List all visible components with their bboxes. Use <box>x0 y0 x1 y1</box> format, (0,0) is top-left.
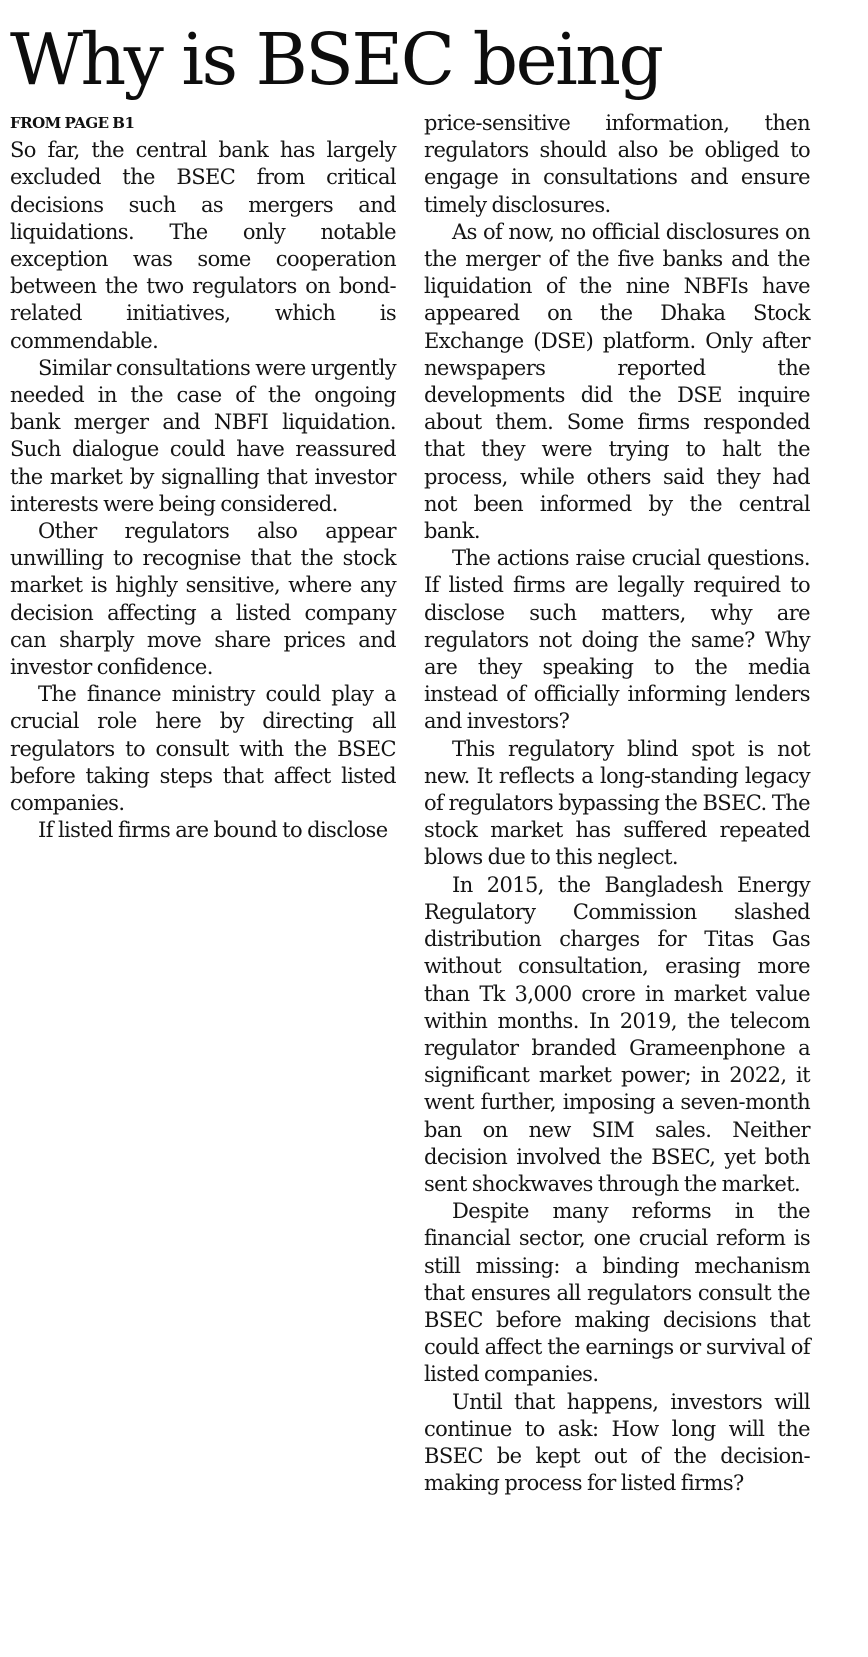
paragraph: price-sensitive information, then regulators should also be obliged to engage in consultations and ensure timely disclosures. <box>424 111 810 217</box>
paragraph: This regulatory blind spot is not new. It reflects a long-standing legacy of regulators bypassing the BSEC. The stock market has suffered repeated blows due to this neglect. <box>424 736 810 870</box>
paragraph: The actions raise crucial questions. If listed firms are legally required to disclose such matters, why are regulators not doing the same? Why are they speaking to the media instead of officially informing lenders and investors? <box>424 546 810 734</box>
paragraph: So far, the central bank has largely excluded the BSEC from critical decisions such as mergers and liquidations. The only notable exception was some cooperation between the two regulators on bond-related initiatives, which is commendable. <box>10 138 396 353</box>
paragraph: Until that happens, investors will continue to ask: How long will the BSEC be kept out of the decision-making process for listed firms? <box>424 1389 810 1496</box>
article-column-left <box>10 110 396 844</box>
paragraph: As of now, no official disclosures on the merger of the five banks and the liquidation of the nine NBFIs have appeared on the Dhaka Stock Exchange (DSE) platform. Only after newspapers reported the developments did the DSE inquire about them. Some firms responded that they were trying to halt the process, while others said they had not been informed by the central bank. <box>424 219 810 544</box>
paragraph: Similar consultations were urgently needed in the case of the ongoing bank merger and NBFI liquidation. Such dialogue could have reassured the market by signalling that investor interests were being considered. <box>10 355 396 516</box>
paragraph: Other regulators also appear unwilling to recognise that the stock market is highly sensitive, where any decision affecting a listed company can sharply move share prices and investor confidence. <box>10 519 396 680</box>
article-column-right <box>424 110 810 1497</box>
continued-from-label: FROM PAGE B1 <box>10 114 135 132</box>
paragraph: In 2015, the Bangladesh Energy Regulatory Commission slashed distribution charges for Titas Gas without consultation, erasing more than Tk 3,000 crore in market value within months. In 2019, the telecom regulator branded Grameenphone a significant market power; in 2022, it went further, imposing a seven-month ban on new SIM sales. Neither decision involved the BSEC, yet both sent shockwaves through the market. <box>424 872 810 1196</box>
paragraph: The finance ministry could play a crucial role here by directing all regulators to consult with the BSEC before taking steps that affect listed companies. <box>10 682 396 816</box>
headline: Why is BSEC being <box>10 18 662 101</box>
paragraph: Despite many reforms in the financial sector, one crucial reform is still missing: a binding mechanism that ensures all regulators consult the BSEC before making decisions that could affect the earnings or survival of listed companies. <box>424 1199 810 1387</box>
paragraph: If listed firms are bound to disclose <box>38 818 388 843</box>
